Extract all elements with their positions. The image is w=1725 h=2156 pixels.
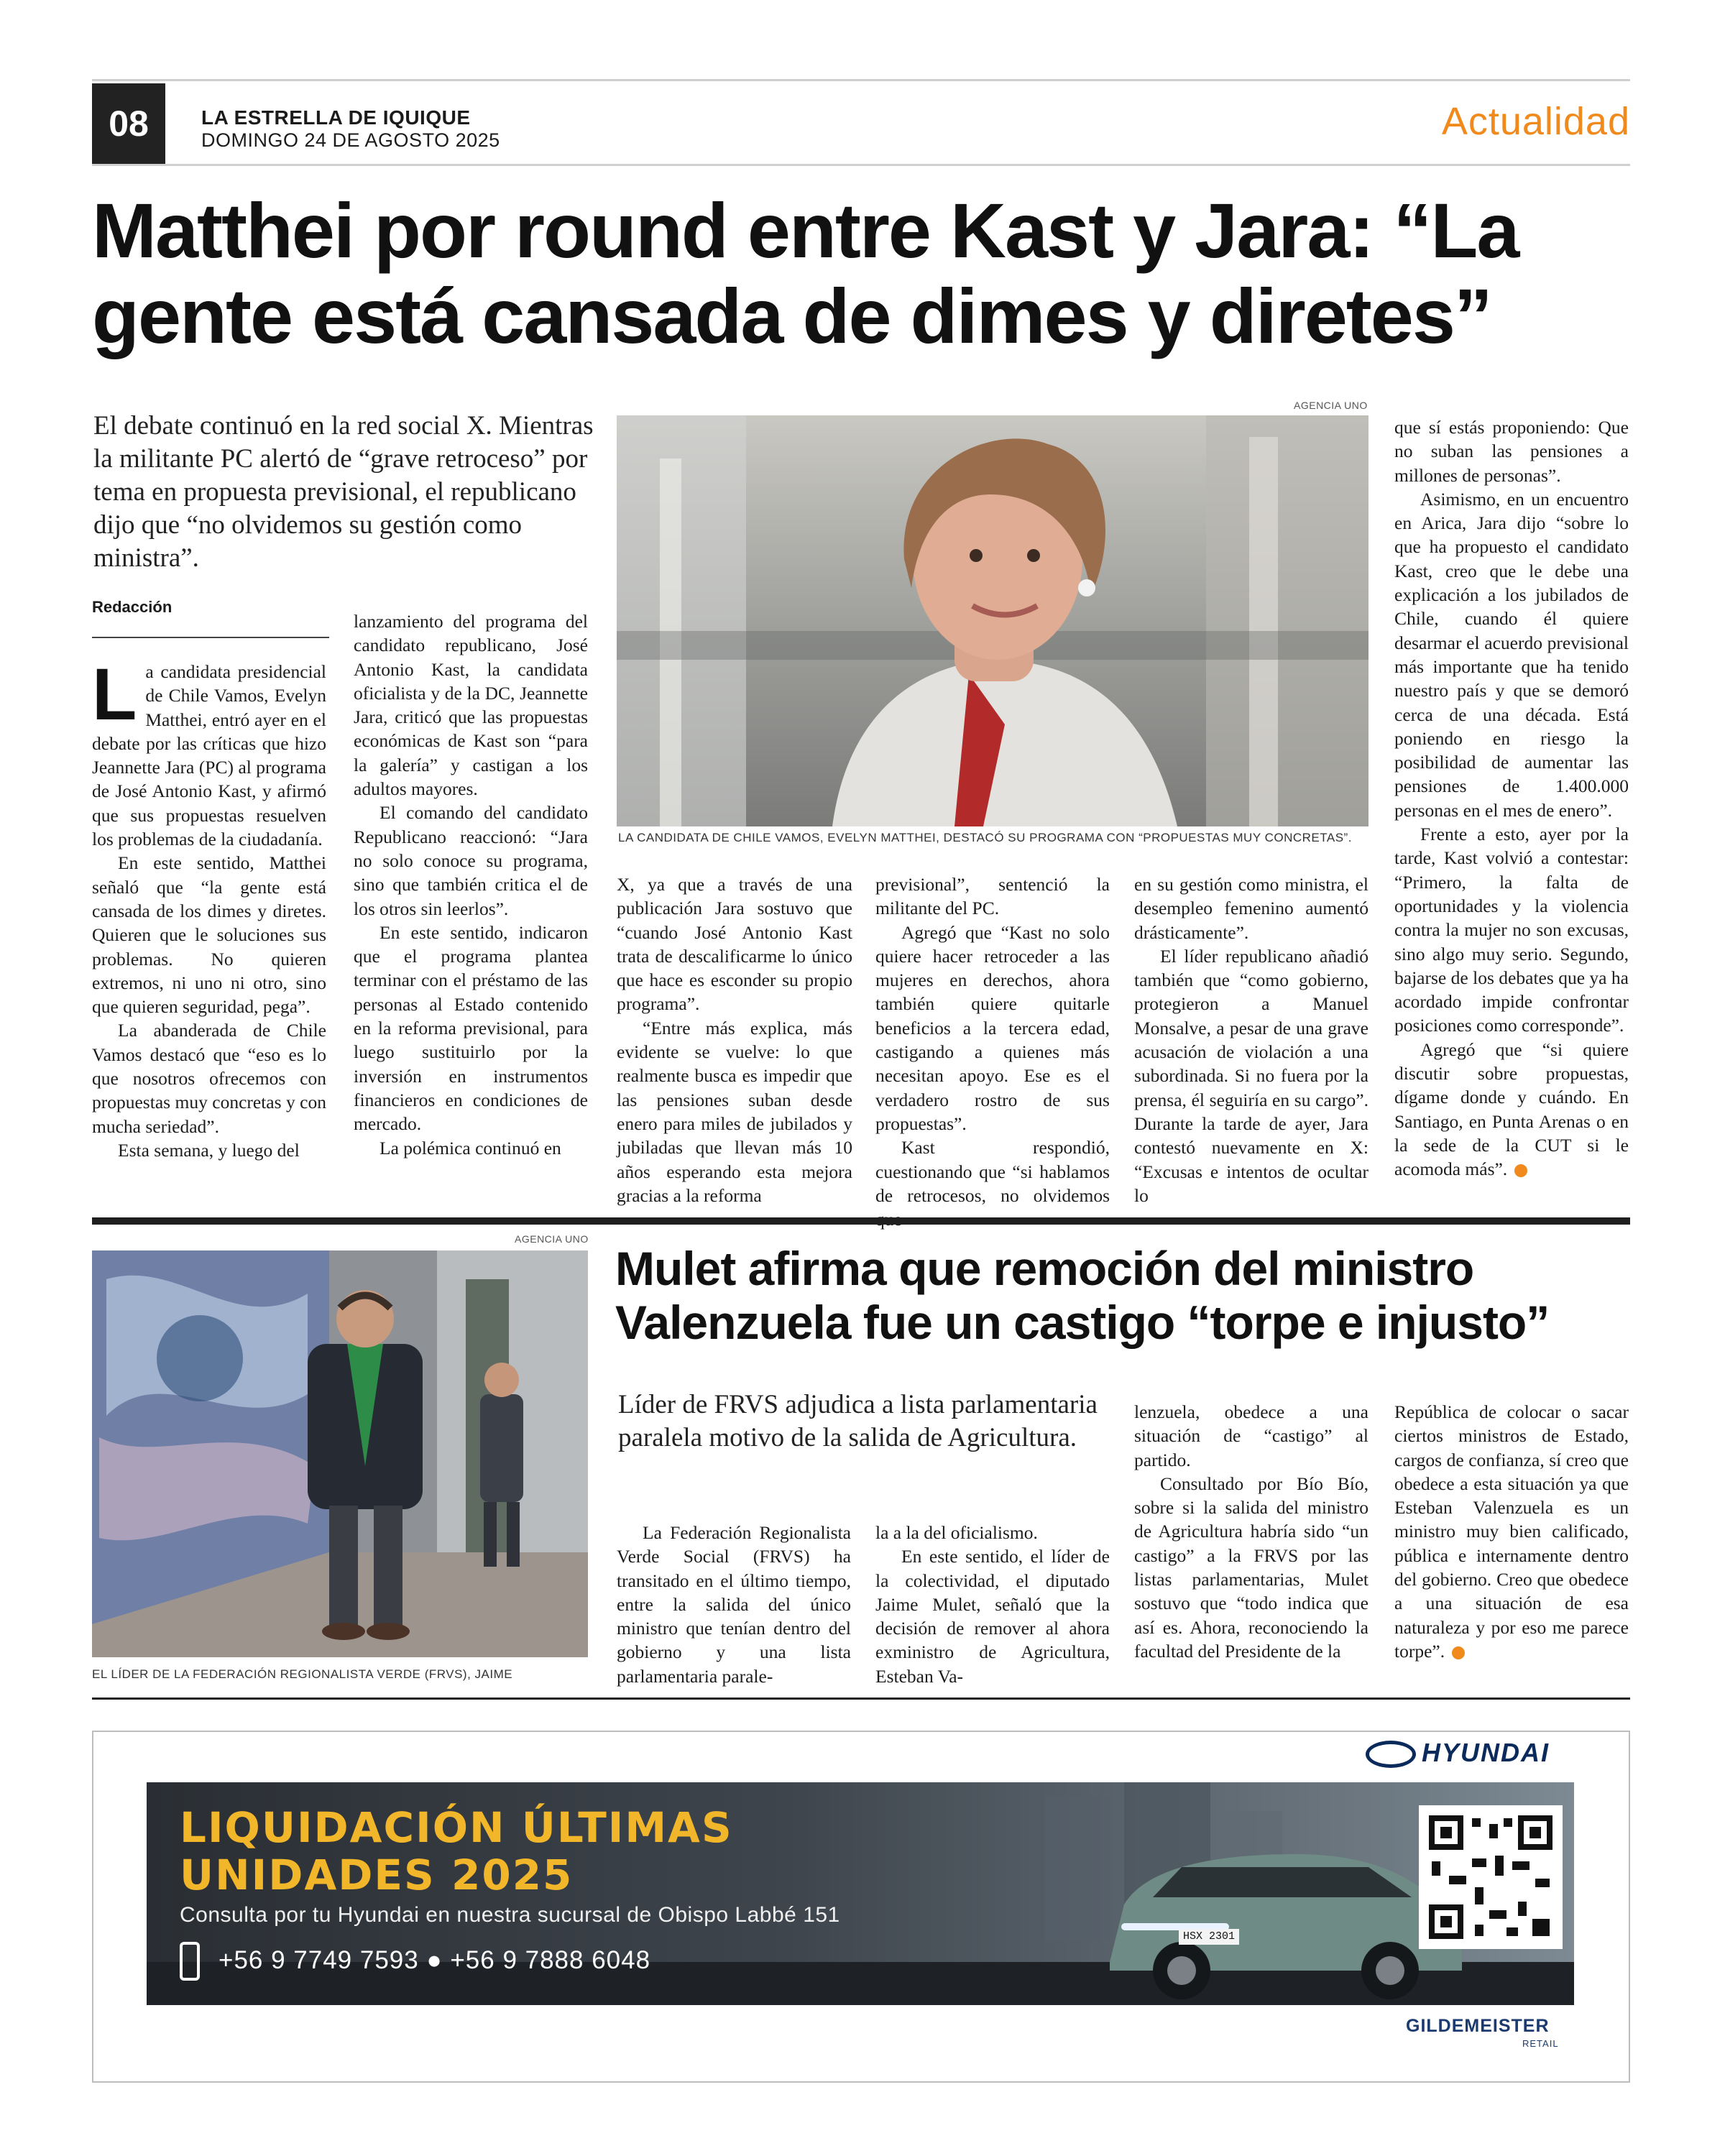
paragraph: lanzamiento del programa del candidato republicano, José Antonio Kast, la candidata oficialista y de la DC, Jeannette Jara, criticó que las propuestas económicas de Kast son “para la galería” y castigan a los adultos mayores. [354, 611, 588, 800]
paragraph: El comando del candidato Republicano reaccionó: “Jara no solo conoce su programa, sino que también critica el de los otros sin leerlos”. [354, 802, 588, 919]
ad-title-line-2: UNIDADES 2025 [180, 1851, 574, 1899]
street-scene-illustration [92, 1250, 588, 1657]
phone-number-1[interactable]: +56 9 7749 7593 [218, 1946, 419, 1974]
license-plate: HSX 2301 [1179, 1929, 1239, 1945]
photo1-credit: AGENCIA UNO [1294, 400, 1368, 411]
paragraph: En este sentido, el líder de la colectividad, el diputado Jaime Mulet, señaló que la decisión de remover al ahora exministro de Agricultura, Esteban Va- [875, 1546, 1110, 1687]
paper-date: DOMINGO 24 DE AGOSTO 2025 [201, 129, 500, 151]
paper-name: LA ESTRELLA DE IQUIQUE [201, 106, 471, 129]
paragraph: Asimismo, en un encuentro en Arica, Jara dijo “sobre lo que ha propuesto el candidato Kast, creo que le debe una explicación a los jubilados de Chile, cuando él quiere desarmar el acuerdo previsional más importante que ha tenido nuestro país y que se demoró cerca de una década. Está poniendo en riesgo la posibilidad de aumentar las pensiones de 1.400.000 personas en el mes de enero”. [1394, 488, 1629, 821]
mulet-photo [92, 1250, 588, 1657]
paragraph: Agregó que “si quiere discutir sobre propuestas, dígame donde y cuándo. En Santiago, en Punta Arenas o en la sede de la CUT si le acomoda más”. [1394, 1038, 1629, 1180]
paragraph: República de colocar o sacar ciertos ministros de Estado, cargos de confianza, sí creo que obedece a esta situación ya que Esteban Valenzuela es un ministro muy bien calificado, pública e internamente dentro del gobierno. Creo que obedece a una situación de esa naturaleza y por eso me parece torpe”. [1394, 1401, 1629, 1662]
portrait-illustration [617, 415, 1368, 826]
article-separator [92, 1217, 1630, 1225]
paragraph: Esta semana, y luego del [118, 1139, 300, 1161]
brand-name: HYUNDAI [1422, 1738, 1550, 1767]
paragraph: a candidata presidencial de Chile Vamos, Evelyn Matthei, entró ayer en el debate por las críticas que hizo Jeannette Jara (PC) al programa de José Antonio Kast, y afirmó que sus propuestas resuelven los problemas de la ciudadanía. [92, 661, 326, 850]
paragraph: lenzuela, obedece a una situación de “castigo” al partido. [1134, 1401, 1368, 1470]
paragraph: X, ya que a través de una publicación Jara sostuvo que “cuando José Antonio Kast trata de descalificarme lo único que hace es esconder su propio programa”. [617, 874, 852, 1015]
paragraph: La abanderada de Chile Vamos destacó que “eso es lo que nosotros ofrecemos con propuestas muy concretas y con mucha seriedad”. [92, 1020, 326, 1137]
ad-subtitle: Consulta por tu Hyundai en nuestra sucursal de Obispo Labbé 151 [180, 1903, 840, 1927]
qr-code-icon[interactable] [1419, 1805, 1563, 1949]
paragraph: Frente a esto, ayer por la tarde, Kast volvió a contestar: “Primero, la falta de oportunidades y la violencia contra la mujer no son excusas, sino algo muy serio. Segundo, bajarse de los debates que ya ha acordado impide confrontar posiciones como corresponde”. [1394, 824, 1629, 1036]
phone-number-2[interactable]: +56 9 7888 6048 [450, 1946, 651, 1974]
photo1-caption: LA CANDIDATA DE CHILE VAMOS, EVELYN MATTHEI, DESTACÓ SU PROGRAMA CON “PROPUESTAS MUY CONCRETAS”. [618, 831, 1352, 844]
phone-icon [180, 1942, 200, 1981]
end-mark-icon [1514, 1164, 1527, 1177]
article2-column-1 [617, 1521, 851, 1688]
article1-column-2 [354, 609, 588, 1160]
paragraph: La Federación Regionalista Verde Social (FRVS) ha transitado en el último tiempo, entre la salida del único ministro que tenían dentro del gobierno y una lista parlamentaria parale- [617, 1522, 851, 1687]
article2-column-2 [875, 1521, 1110, 1688]
paragraph: En este sentido, indicaron que el programa plantea terminar con el préstamo de las personas al Estado contenido en la reforma previsional, para luego sustituirlo por la inversión en instrumentos financieros en condiciones de mercado. [354, 921, 588, 1135]
article1-column-1 [92, 653, 326, 1162]
article1-column-6 [1394, 415, 1629, 1181]
end-mark-icon [1452, 1646, 1465, 1659]
bullet-separator-icon: ● [426, 1946, 451, 1974]
paragraph: El líder republicano añadió también que “como gobierno, protegieron a Manuel Monsalve, a pesar de una grave acusación de violación a una subordinada. Si no fuera por la prensa, él seguiría en su cargo”. Durante la tarde de ayer, Jara contestó nuevamente en X: “Excusas e intentos de ocultar lo [1134, 945, 1368, 1206]
ad-separator [92, 1697, 1630, 1700]
top-rule [92, 79, 1630, 81]
paragraph: previsional”, sentenció la militante del PC. [875, 874, 1110, 919]
page-number: 08 [92, 83, 165, 164]
dealer-name: GILDEMEISTER [1406, 2016, 1550, 2036]
paragraph: La polémica continuó en [380, 1137, 561, 1158]
section-label: Actualidad [1441, 100, 1630, 143]
article2-column-4 [1394, 1400, 1629, 1663]
hyundai-logo-icon [1366, 1741, 1416, 1768]
photo2-credit: AGENCIA UNO [515, 1233, 589, 1245]
ad-title-line-1: LIQUIDACIÓN ÚLTIMAS [180, 1803, 733, 1852]
article2-headline: Mulet afirma que remoción del ministro Valenzuela fue un castigo “torpe e injusto” [615, 1242, 1550, 1349]
paragraph: Agregó que “Kast no solo quiere hacer retroceder a las mujeres en derechos, ahora también quiere quitarle beneficios a la tercera edad, castigando a quienes más necesitan apoyo. Ese es el verdadero rostro de sus propuestas”. [875, 921, 1110, 1134]
paragraph: la a la del oficialismo. [875, 1522, 1038, 1543]
article1-column-4 [875, 872, 1110, 1231]
hyundai-brand [1366, 1738, 1550, 1768]
paragraph: Kast respondió, cuestionando que “si hablamos de retrocesos, no olvidemos [875, 1137, 1110, 1206]
ad-banner [147, 1782, 1574, 2005]
article2-column-3 [1134, 1400, 1368, 1663]
article1-column-5 [1134, 872, 1368, 1207]
article1-deck: El debate continuó en la red social X. Mientras la militante PC alertó de “grave retroceso” por tema en propuesta previsional, el republicano dijo que “no olvidemos su gestión como ministra”. [93, 411, 594, 573]
header-rule [92, 164, 1630, 166]
paragraph: que sí estás proponiendo: Que no suban las pensiones a millones de personas”. [1394, 417, 1629, 486]
matthei-photo [617, 415, 1368, 826]
dealer-subtitle: RETAIL [1522, 2038, 1559, 2049]
drop-cap: L [92, 653, 137, 735]
article1-byline: Redacción [92, 598, 172, 616]
ad-phone-numbers[interactable] [218, 1946, 650, 1975]
article1-column-3 [617, 872, 852, 1207]
article1-headline: Matthei por round entre Kast y Jara: “La gente está cansada de dimes y diretes” [92, 187, 1519, 359]
paragraph: Consultado por Bío Bío, sobre si la salida del ministro de Agricultura habría sido “un castigo” a la FRVS por las listas parlamentarias, Mulet sostuvo que “todo indica que así es. Ahora, reconociendo la facultad del Presidente de la [1134, 1473, 1368, 1662]
photo2-caption: EL LÍDER DE LA FEDERACIÓN REGIONALISTA VERDE (FRVS), JAIME [92, 1667, 513, 1681]
qr-code-pattern [1429, 1815, 1552, 1939]
byline-rule [92, 637, 329, 638]
paragraph: En este sentido, Matthei señaló que “la gente está cansada de los dimes y diretes. Quieren que le soluciones sus problemas. No quieren extremos, ni uno ni otro, sino que quieren seguridad, pega”. [92, 852, 326, 1018]
paragraph: en su gestión como ministra, el desempleo femenino aumentó drásticamente”. [1134, 874, 1368, 943]
article2-deck: Líder de FRVS adjudica a lista parlamentaria paralela motivo de la salida de Agricultura. [618, 1390, 1098, 1452]
paragraph: “Entre más explica, más evidente se vuelve: lo que realmente busca es impedir que las pensiones suban desde enero para miles de jubilados y jubiladas que llevan más 10 años esperando esta mejora gracias a la reforma [617, 1017, 852, 1206]
